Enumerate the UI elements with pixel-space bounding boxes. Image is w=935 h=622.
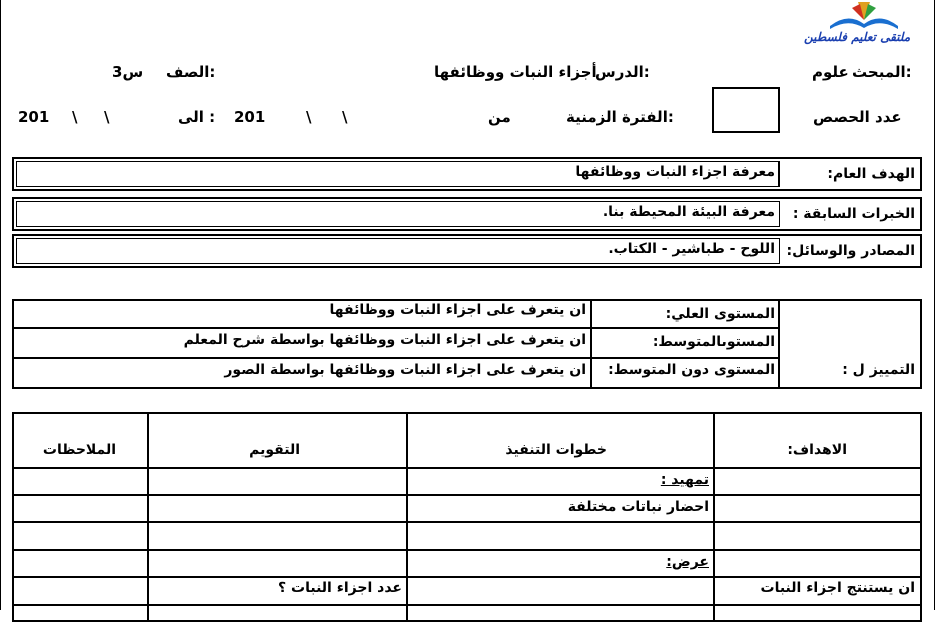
general-goal-label: الهدف العام: bbox=[827, 166, 915, 182]
date-from-day: \ bbox=[342, 108, 348, 126]
plan-evaluation-count-parts: عدد اجزاء النبات ؟ bbox=[278, 580, 402, 596]
plan-row-line-5 bbox=[12, 604, 922, 606]
level-low-value: ان يتعرف على اجزاء النبات ووظائفها بواسطة الصور bbox=[224, 362, 586, 378]
resources-value: اللوح - طباشير - الكتاب. bbox=[608, 241, 775, 257]
logo bbox=[800, 0, 930, 52]
level-high-value: ان يتعرف على اجزاء النبات ووظائفها bbox=[329, 302, 586, 318]
diff-line-2 bbox=[12, 357, 779, 359]
date-to-month: \ bbox=[72, 108, 78, 126]
left-page-edge bbox=[0, 0, 1, 610]
general-goal-value: معرفة اجزاء النبات ووظائفها bbox=[575, 164, 775, 180]
differentiation-divider bbox=[778, 299, 780, 389]
level-low-label: المستوى دون المتوسط: bbox=[608, 362, 775, 378]
plan-header-steps: خطوات التنفيذ bbox=[505, 442, 607, 458]
plan-row-line-4 bbox=[12, 576, 922, 578]
date-to-day: \ bbox=[104, 108, 110, 126]
resources-label: المصادر والوسائل: bbox=[786, 243, 915, 259]
plan-step-intro: تمهيد : bbox=[660, 472, 709, 488]
level-high-label: المستوى العلي: bbox=[665, 306, 775, 322]
plan-col-1 bbox=[713, 412, 715, 622]
plan-step-presentation: عرض: bbox=[666, 554, 709, 570]
plan-step-bring-plants: احضار نباتات مختلفة bbox=[567, 499, 709, 515]
logo-text: ملتقى تعليم فلسطين bbox=[804, 30, 911, 44]
lesson-value: أجزاء النبات ووظائفها bbox=[434, 63, 597, 81]
date-from-year: 201 bbox=[234, 108, 266, 126]
subject-value: علوم bbox=[812, 63, 849, 81]
plan-row-line-3 bbox=[12, 549, 922, 551]
plan-col-3 bbox=[147, 412, 149, 622]
diff-inner-divider bbox=[590, 299, 592, 389]
prior-knowledge-label: الخبرات السابقة : bbox=[792, 206, 915, 222]
diff-line-1 bbox=[12, 327, 779, 329]
plan-row-line-2 bbox=[12, 521, 922, 523]
to-label: الى : bbox=[178, 108, 216, 126]
period-label: الفترة الزمنية: bbox=[566, 108, 674, 126]
date-from-month: \ bbox=[306, 108, 312, 126]
open-book-logo-icon bbox=[800, 0, 930, 30]
plan-objective-plant-parts: ان يستنتج اجزاء النبات bbox=[760, 580, 915, 596]
prior-knowledge-value: معرفة البيئة المحيطة بنا. bbox=[602, 204, 775, 220]
subject-label: المبحث: bbox=[852, 63, 912, 81]
plan-row-line-0 bbox=[12, 467, 922, 469]
plan-header-notes: الملاحظات bbox=[42, 442, 116, 458]
lesson-label: الدرس: bbox=[595, 63, 650, 81]
plan-header-evaluation: التقويم bbox=[249, 442, 300, 458]
differentiation-label: التمييز ل : bbox=[842, 362, 915, 378]
plan-header-objectives: الاهداف: bbox=[787, 442, 847, 458]
plan-row-line-1 bbox=[12, 494, 922, 496]
from-label: من bbox=[488, 108, 511, 126]
grade-value: 3س bbox=[112, 63, 144, 81]
level-mid-label: المستوىالمتوسط: bbox=[652, 334, 775, 350]
level-mid-value: ان يتعرف على اجزاء النبات ووظائفها بواسطة شرح المعلم bbox=[183, 332, 586, 348]
periods-count-box bbox=[712, 87, 780, 133]
grade-label: الصف: bbox=[166, 63, 216, 81]
plan-col-2 bbox=[406, 412, 408, 622]
date-to-year: 201 bbox=[18, 108, 50, 126]
periods-label: عدد الحصص bbox=[813, 108, 902, 126]
